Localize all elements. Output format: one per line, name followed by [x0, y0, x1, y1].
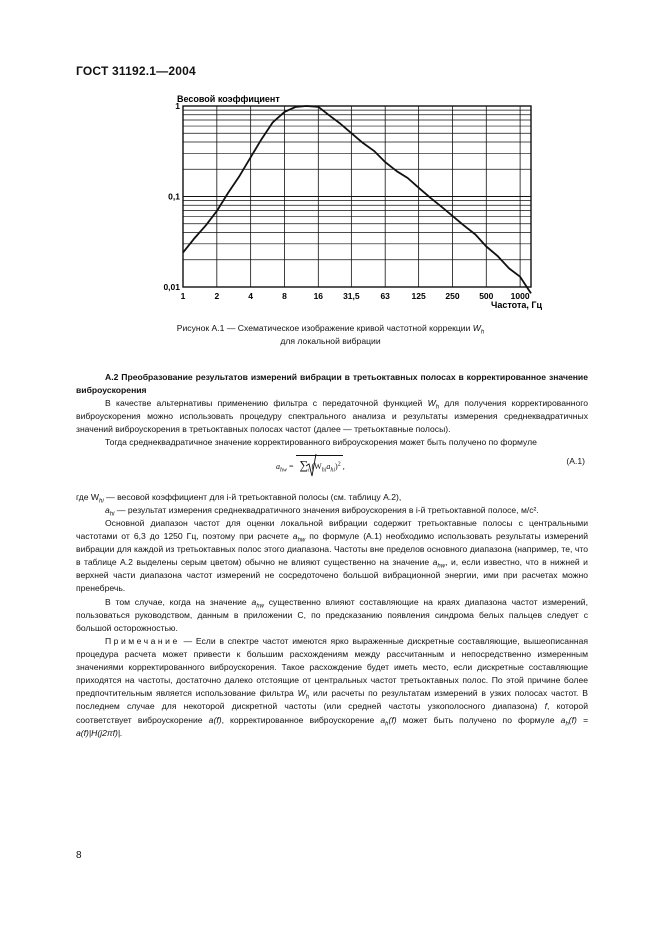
chart-ticks: [163, 101, 529, 301]
paragraph-4: В том случае, когда на значение $a_{hw}$ существенно влияют составляющие на краях диапазона частот измерений, пользоваться руководством, данным в приложении С, по предсказанию появления синдрома белых пальцев следует с большой осторожностью.: [76, 597, 588, 634]
paragraph-1: В качестве альтернативы применению фильтра с передаточной функцией $W_h$ для получения корректированного виброускорения можно использовать процедуру спектрального анализа и результаты измерения среднеквадратичных значений виброускорения в третьоктавных полосах частот (далее — третьоктавные полосы).: [76, 398, 588, 435]
weighting-curve-line: [183, 106, 531, 293]
caption-text-2: для локальной вибрации: [280, 336, 381, 346]
x-tick-label: 250: [445, 291, 460, 301]
document-header: ГОСТ 31192.1—2004: [76, 64, 196, 78]
x-tick-label: 1: [180, 291, 186, 301]
y-tick-label: 0,1: [168, 191, 180, 202]
caption-text-1: Рисунок А.1 — Схематическое изображение кривой частотной коррекции: [176, 323, 473, 333]
formula-a1: $a_{hw} = \sum_i$ $(W_{hi}a_{hi})^2$ ,: [276, 455, 345, 473]
paragraph-2: Тогда среднеквадратичное значение корректированного виброускорения может быть получено по формуле: [105, 437, 537, 447]
heading-text: Преобразование результатов измерений вибрации в третьоктавных полосах в корректированное значение виброускорения: [76, 372, 588, 396]
chart-curve: [183, 106, 531, 293]
x-tick-label: 2: [214, 291, 220, 301]
note-paragraph: Примечание — Если в спектре частот имеются ярко выраженные дискретные составляющие, вышеописанная процедура расчета может привести к большим расхождениям между рассчитанным и непосредственно измеренным значениями корректированного виброускорения. Такое расхождение будет иметь место, если дискретные составляющие приходятся на частоты, достаточно далеко отстоящие от центральных частот третьоктавных полос. По этой причине более предпочтительным является использование фильтра $W_h$ или расчеты по результатам измерений в узких полосах частот. В последнем случае для некоторой дискретной частоты (или средней частоты узкополосного диапазона) f, которой соответствует виброускорение a(f), корректированное виброускорение $a_h(f)$ может быть получено по формуле $a_h(f) = a(f)|H(j2\pi f)|$.: [76, 636, 589, 738]
where-line-1: где $W_{hi}$ — весовой коэффициент для i-й третьоктавной полосы (см. таблицу А.2),: [76, 492, 402, 505]
x-tick-label: 125: [411, 291, 426, 301]
page-number: 8: [76, 850, 82, 861]
x-tick-label: 63: [380, 291, 390, 301]
x-tick-label: 31,5: [343, 291, 360, 301]
x-tick-label: 8: [282, 291, 287, 301]
paragraph-3: Основной диапазон частот для оценки локальной вибрации содержит третьоктавные полосы с центральными частотами от 6,3 до 1250 Гц, поэтому при расчете $a_{hw}$ по формуле (А.1) необходимо использовать результаты измерений вибрации для каждой из третьоктавных полос этого диапазона. Частоты вне пределов основного диапазона (например, те, что в таблице А.2 выделены серым цветом) обычно не влияют существенно на значение $a_{hw}$, и, если известно, что в нижней и верхней части диапазона частот измерений не сосредоточено большой вибрационной энергии, ими при расчетах можно пренебречь.: [76, 518, 588, 594]
y-axis-label: Весовой коэффициент: [177, 94, 280, 104]
x-tick-label: 4: [248, 291, 254, 301]
caption-symbol: W: [472, 323, 481, 333]
caption-symbol-sub: h: [480, 329, 485, 336]
x-tick-label: 16: [313, 291, 324, 301]
where-line-2: $a_{hi}$ — результат измерения среднеквадратичного значения виброускорения в i-й третьоктавной полосе, м/с².: [105, 505, 539, 518]
x-tick-label: 1000: [510, 291, 530, 301]
heading-number: А.2: [105, 372, 119, 382]
frequency-weighting-chart: [0, 0, 661, 330]
note-label: Примечание: [105, 636, 180, 646]
formula-number: (А.1): [566, 456, 585, 466]
chart-grid: [183, 106, 531, 287]
y-tick-label: 1: [175, 101, 180, 111]
radical-sign: [305, 452, 317, 478]
section-heading: [76, 371, 588, 397]
figure-caption: [0, 322, 661, 348]
y-tick-label: 0,01: [163, 282, 180, 292]
x-axis-label: Частота, Гц: [491, 300, 542, 310]
x-tick-label: 500: [479, 291, 494, 301]
